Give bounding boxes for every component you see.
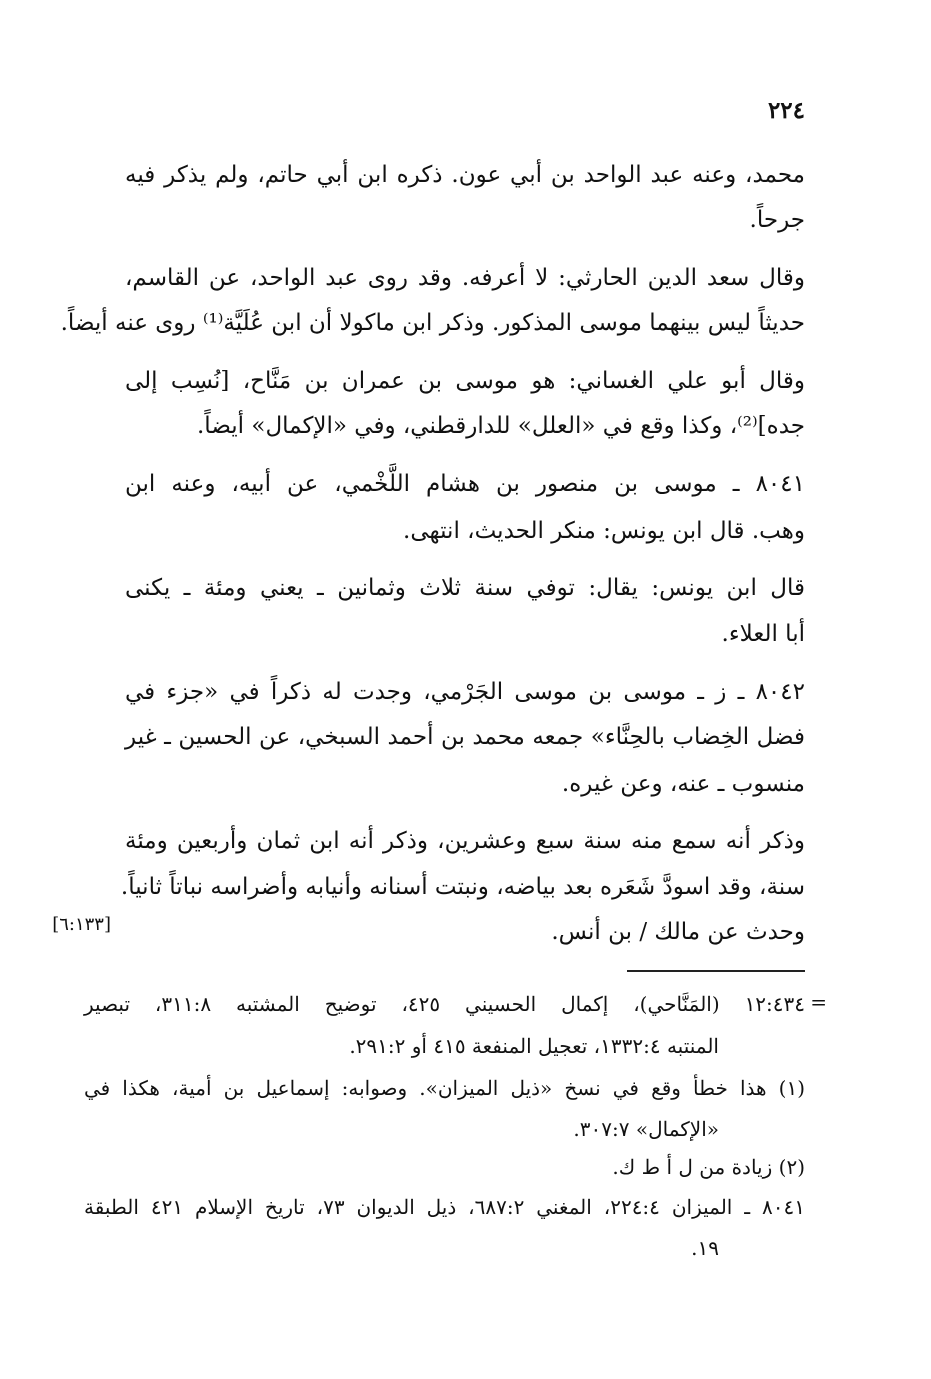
footnote-2: (٢) زيادة من ل أ ط ك. (612, 1155, 805, 1179)
footnote-separator (627, 970, 805, 972)
body-line: وقال أبو علي الغساني: هو موسى بن عمران بن مَنَّاح، [نُسِب إلى (125, 368, 805, 394)
body-line: حديثاً ليس بينهما موسى المذكور. وذكر ابن ماكولا أن ابن عُلَيَّة⁽¹⁾ روى عنه أيضاً. (60, 310, 805, 336)
body-line: قال ابن يونس: يقال: توفي سنة ثلاث وثمانين ـ يعني ومئة ـ يكنى (125, 575, 805, 601)
footnote-8041: ٨٠٤١ ـ الميزان ٢٢٤:٤، المغني ٦٨٧:٢، ذيل الديوان ٧٣، تاريخ الإسلام ٤٢١ الطبقة (84, 1195, 805, 1219)
body-line: وهب. قال ابن يونس: منكر الحديث، انتهى. (403, 518, 805, 544)
body-line: أبا العلاء. (721, 621, 805, 647)
page-number: ٢٢٤ (767, 97, 805, 124)
body-line: جرحاً. (749, 207, 805, 233)
footnote-line: ١٢:٤٣٤ (المَنَّاحي)، إكمال الحسيني ٤٢٥، توضيح المشتبه ٣١١:٨، تبصير (84, 992, 806, 1016)
body-line: سنة، وقد اسودَّ شَعَره بعد بياضه، ونبتت أسنانه وأنيابه وأضراسه نباتاً ثانياً. (120, 874, 805, 900)
entry-8042: ٨٠٤٢ ـ ز ـ موسى بن موسى الجَرْمي، وجدت له ذكراً في «جزء في (125, 679, 805, 705)
body-line: وقال سعد الدين الحارثي: لا أعرفه. وقد روى عبد الواحد، عن القاسم، (125, 265, 805, 291)
body-line: منسوب ـ عنه، وعن غيره. (561, 771, 805, 797)
body-line: فضل الخِضاب بالحِنَّاء» جمعه محمد بن أحمد السبخي، عن الحسين ـ غير (125, 724, 805, 750)
body-line: وحدث عن مالك / بن أنس. (551, 919, 805, 945)
footnote-line: «الإكمال» ٣٠٧:٧. (573, 1117, 719, 1141)
body-line: محمد، وعنه عبد الواحد بن أبي عون. ذكره ابن أبي حاتم، ولم يذكر فيه (125, 162, 805, 188)
body-line: جده]⁽²⁾، وكذا وقع في «العلل» للدارقطني، وفي «الإكمال» أيضاً. (197, 413, 805, 439)
footnote-1: (١) هذا خطأ وقع في نسخ «ذيل الميزان». وصوابه: إسماعيل بن أمية، هكذا في (84, 1076, 805, 1100)
continuation-marker: = (810, 990, 827, 1014)
margin-reference: [٦:١٣٣] (52, 914, 111, 935)
footnote-line: المنتبه ١٣٣٢:٤، تعجيل المنفعة ٤١٥ أو ٢٩١:٢. (349, 1034, 719, 1058)
footnote-line: ١٩. (691, 1236, 719, 1260)
body-line: وذكر أنه سمع منه سنة سبع وعشرين، وذكر أنه ابن ثمان وأربعين ومئة (125, 828, 805, 854)
entry-8041: ٨٠٤١ ـ موسى بن منصور بن هشام اللَّخْمي، عن أبيه، وعنه ابن (125, 471, 805, 497)
